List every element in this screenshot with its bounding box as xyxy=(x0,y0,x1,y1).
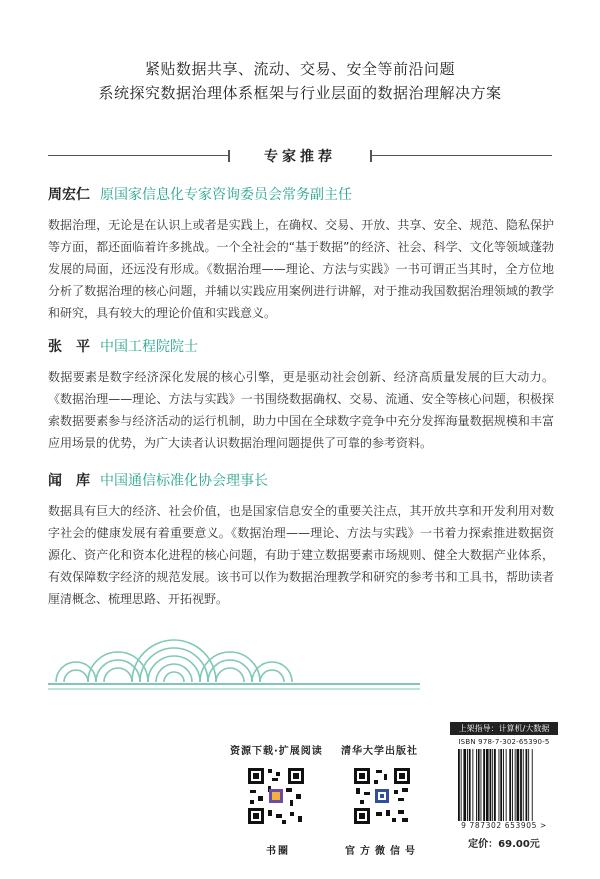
recommender-title: 中国工程院院士 xyxy=(100,339,198,355)
recommender-title: 原国家信息化专家咨询委员会常务副主任 xyxy=(100,187,352,203)
recommender-row xyxy=(48,184,554,204)
recommendation-text: 数据要素是数字经济深化发展的核心引擎，更是驱动社会创新、经济高质量发展的巨大动力。《数据治理——理论、方法与实践》一书围绕数据确权、交易、流通、安全等核心问题，积极探索数据要素参与经济活动的运行机制，助力中国在全球数字竞争中充分发挥海量数据规模和丰富应用场景的优势，为广大读者认识数据治理问题提供了可靠的参考资料。 xyxy=(48,370,554,450)
barcode-icon xyxy=(456,749,552,821)
wave-ornament xyxy=(48,620,420,692)
recommendation-2 xyxy=(48,336,554,454)
price-label: 定价：69.00元 xyxy=(468,839,540,850)
recommendation-3 xyxy=(48,470,554,610)
recommendation-text: 数据治理，无论是在认识上或者是实践上，在确权、交易、开放、共享、安全、规范、隐私保护等方面，都还面临着许多挑战。一个全社会的“基于数据”的经济、社会、科学、文化等领域蓬勃发展的局面，还远没有形成。《数据治理——理论、方法与实践》一书可谓正当其时，全方位地分析了数据治理的核心问题，并辅以实践应用案例进行讲解，对于推动我国数据治理领域的教学和研究，具有较大的理论价值和实践意义。 xyxy=(48,218,554,320)
qr-top-label: 资源下载·扩展阅读 xyxy=(230,746,323,757)
recommendation-text: 数据具有巨大的经济、社会价值，也是国家信息安全的重要关注点，其开放共享和开发利用对数字社会的健康发展有着重要意义。《数据治理——理论、方法与实践》一书着力探索推进数据资源化、资产化和资本化进程的核心问题，有助于建立数据要素市场规则、健全大数据产业体系，有效保障数字经济的规范发展。该书可以作为数据治理教学和研究的参考书和工具书，帮助读者厘清概念、梳理思路、开拓视野。 xyxy=(48,504,554,606)
headline-line-1: 紧贴数据共享、流动、交易、安全等前沿问题 xyxy=(144,60,455,78)
recommender-title: 中国通信标准化协会理事长 xyxy=(100,473,268,489)
recommender-name: 张 平 xyxy=(48,339,90,355)
qr-bottom-label: 官方微信号 xyxy=(345,846,420,857)
shelf-guide-label: 上架指导：计算机/大数据 xyxy=(450,722,558,735)
recommender-row xyxy=(48,336,554,356)
qr-code-icon xyxy=(352,766,412,826)
section-title: 专家推荐 xyxy=(264,149,336,165)
qr-top-label: 清华大学出版社 xyxy=(341,746,418,757)
recommender-name: 周宏仁 xyxy=(48,187,90,203)
barcode-number: 9 787302 653905 > xyxy=(461,821,547,830)
qr-bottom-label: 书圈 xyxy=(266,846,290,857)
isbn-text: ISBN 978-7-302-65390-5 xyxy=(458,738,550,746)
recommender-row xyxy=(48,470,554,490)
qr-code-icon xyxy=(246,766,306,826)
headline-line-2: 系统探究数据治理体系框架与行业层面的数据治理解决方案 xyxy=(98,84,502,102)
recommender-name: 闻 库 xyxy=(48,473,90,489)
recommendation-1 xyxy=(48,184,554,324)
barcode-panel xyxy=(450,722,558,854)
